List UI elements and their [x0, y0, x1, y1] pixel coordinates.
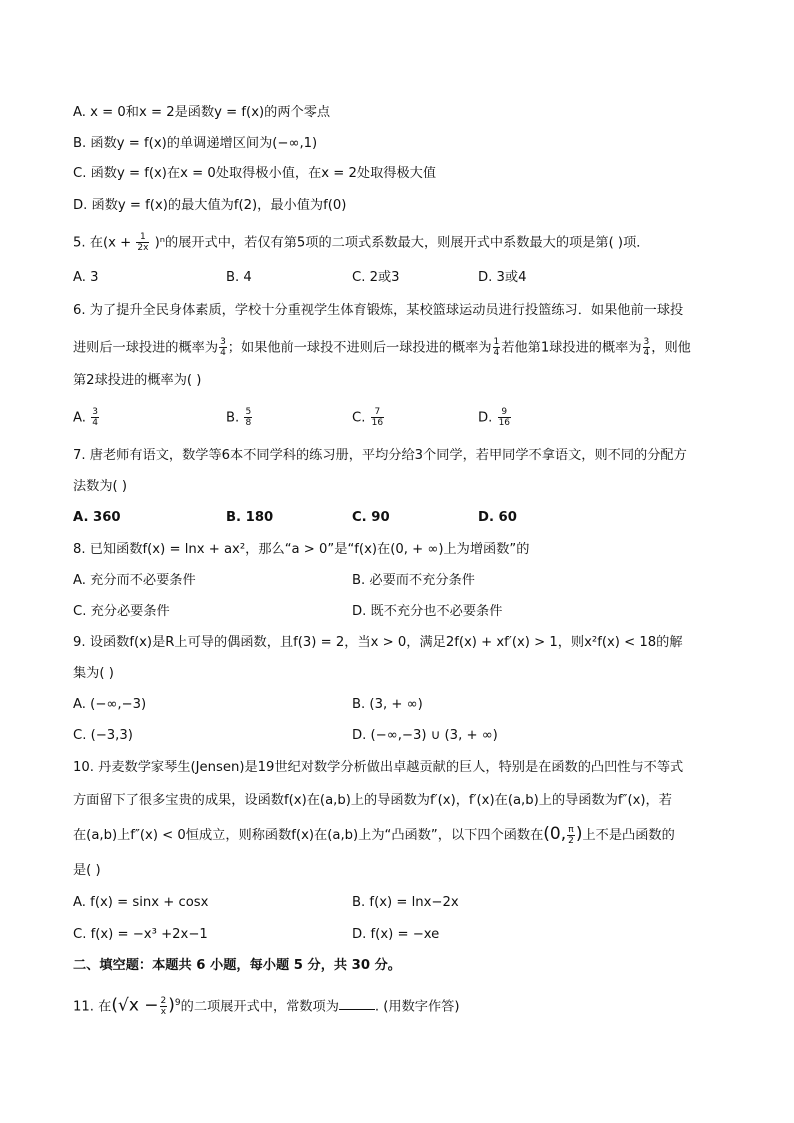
q6-line2-c: 若他第1球投进的概率为 [501, 340, 642, 356]
q11-frac-den: x [160, 1006, 167, 1017]
q6-option-a-label: A. [73, 410, 86, 426]
q11-post: 的二项展开式中，常数项为 [180, 999, 339, 1015]
q6-option-d-num: 9 [498, 407, 511, 418]
q11-tail: . (用数字作答) [374, 999, 460, 1015]
q6-option-c [352, 407, 385, 429]
q10-interval-frac-num: π [568, 824, 574, 835]
q8-line1: 8. 已知函数f(x) = lnx + ax²，那么“a > 0”是“f(x)在(0, + ∞)上为增函数”的 [73, 542, 530, 557]
q5-option-d: D. 3或4 [478, 270, 527, 285]
q11-stem [73, 990, 460, 1020]
q10-line3 [73, 824, 675, 846]
q6-option-b-frac [244, 407, 252, 428]
q6-option-b-label: B. [226, 410, 240, 426]
q6-frac-1-num: 3 [220, 337, 226, 347]
q8-option-c: C. 充分必要条件 [73, 604, 170, 619]
q10-option-a: A. f(x) = sinx + cosx [73, 895, 209, 910]
q6-option-d [478, 407, 512, 429]
q5-option-b: B. 4 [226, 270, 252, 285]
q10-option-b: B. f(x) = lnx−2x [352, 895, 459, 910]
q11-answer-blank[interactable] [339, 997, 375, 1010]
q6-option-a [73, 407, 100, 429]
q6-line2-a: 进则后一球投进的概率为 [73, 340, 219, 356]
q11-exponent: 9 [174, 998, 181, 1008]
q7-option-c: C. 90 [352, 510, 390, 525]
q9-option-d: D. (−∞,−3) ∪ (3, + ∞) [352, 728, 498, 743]
q8-option-d: D. 既不充分也不必要条件 [352, 604, 503, 619]
q6-line1: 6. 为了提升全民身体素质，学校十分重视学生体育锻炼，某校篮球运动员进行投篮练习．如果他前一球投 [73, 303, 684, 318]
q9-option-b: B. (3, + ∞) [352, 697, 423, 712]
q9-line1: 9. 设函数f(x)是R上可导的偶函数，且f(3) = 2，当x > 0，满足2f(x) + xf′(x) > 1，则x²f(x) < 18的解 [73, 635, 683, 650]
q6-line2-b: ；如果他前一球投不进则后一球投进的概率为 [227, 340, 492, 356]
q6-option-c-frac [371, 407, 384, 428]
q4-option-a: A. x = 0和x = 2是函数y = f(x)的两个零点 [73, 105, 331, 120]
q6-option-d-frac [498, 407, 511, 428]
q5-frac-den: 2x [137, 243, 149, 253]
q10-interval-frac [567, 825, 575, 846]
q6-option-a-num: 3 [92, 407, 98, 417]
q7-option-a: A. 360 [73, 510, 121, 525]
q6-frac-1 [219, 337, 227, 358]
q6-frac-3-num: 3 [643, 337, 650, 347]
q11-pre: 11. 在 [73, 999, 112, 1015]
q5-stem [73, 232, 649, 254]
q7-line1: 7. 唐老师有语文，数学等6本不同学科的练习册，平均分给3个同学，若甲同学不拿语文，则不同的分配方 [73, 448, 687, 463]
q6-option-c-den: 16 [371, 418, 384, 428]
q11-expr-open: (√x − [111, 995, 159, 1016]
q10-interval-frac-den: 2 [568, 835, 574, 846]
q6-frac-3-den: 4 [643, 348, 650, 358]
q6-line2 [73, 337, 691, 359]
q10-line1: 10. 丹麦数学家琴生(Jensen)是19世纪对数学分析做出卓越贡献的巨人，特别是在函数的凸凹性与不等式 [73, 760, 684, 775]
q6-frac-2-num: 1 [493, 337, 500, 347]
q6-option-d-label: D. [478, 410, 493, 426]
q6-line3: 第2球投进的概率为( ) [73, 373, 202, 388]
q6-option-b-num: 5 [245, 407, 252, 417]
q6-option-a-frac [91, 407, 99, 428]
q5-pre: 5. 在(x + [73, 235, 132, 251]
q9-option-a: A. (−∞,−3) [73, 697, 147, 712]
q6-option-a-den: 4 [92, 418, 98, 428]
q10-interval-close: ) [575, 824, 583, 844]
q7-option-b: B. 180 [226, 510, 274, 525]
q6-option-c-num: 7 [371, 407, 384, 418]
q10-line3-a: 在(a,b)上f″(x) < 0恒成立，则称函数f(x)在(a,b)上为“凸函数”，以下四个函数在 [73, 828, 544, 843]
q4-option-c: C. 函数y = f(x)在x = 0处取得极小值，在x = 2处取得极大值 [73, 166, 437, 181]
q8-option-a: A. 充分而不必要条件 [73, 573, 196, 588]
q9-line2: 集为( ) [73, 666, 114, 681]
q6-frac-3 [643, 337, 651, 358]
q6-frac-1-den: 4 [220, 348, 226, 358]
q5-option-c: C. 2或3 [352, 270, 400, 285]
q7-option-d: D. 60 [478, 510, 517, 525]
q6-option-c-label: C. [352, 410, 366, 426]
q5-option-a: A. 3 [73, 270, 99, 285]
q9-option-c: C. (−3,3) [73, 728, 133, 743]
q11-frac [160, 996, 168, 1017]
q5-fraction [136, 232, 149, 253]
q4-option-b: B. 函数y = f(x)的单调递增区间为(−∞,1) [73, 136, 318, 151]
q6-line2-d: ，则他 [651, 340, 691, 356]
q10-line2: 方面留下了很多宝贵的成果，设函数f(x)在(a,b)上的导函数为f′(x)，f′(x)在(a,b)上的导函数为f″(x)，若 [73, 793, 672, 808]
q10-interval-open: (0, [543, 824, 567, 844]
q10-line3-b: 上不是凸函数的 [582, 828, 675, 843]
q10-option-d: D. f(x) = −xe [352, 927, 440, 942]
q5-frac-num: 1 [136, 232, 149, 243]
section-heading: 二、填空题：本题共 6 小题，每小题 5 分，共 30 分。 [73, 958, 401, 973]
q6-option-d-den: 16 [498, 418, 511, 428]
q6-option-b-den: 8 [245, 418, 252, 428]
q6-option-b [226, 407, 253, 429]
q7-line2: 法数为( ) [73, 479, 128, 494]
q10-line4: 是( ) [73, 863, 101, 878]
q10-option-c: C. f(x) = −x³ +2x−1 [73, 927, 208, 942]
q11-frac-num: 2 [160, 995, 167, 1006]
q6-frac-2-den: 4 [493, 348, 500, 358]
q8-option-b: B. 必要而不充分条件 [352, 573, 475, 588]
q11-expr-close: ) [168, 995, 175, 1016]
q6-frac-2 [493, 337, 501, 358]
q4-option-d: D. 函数y = f(x)的最大值为f(2)，最小值为f(0) [73, 198, 347, 213]
q5-post: )ⁿ的展开式中，若仅有第5项的二项式系数最大，则展开式中系数最大的项是第( )项． [154, 235, 650, 251]
